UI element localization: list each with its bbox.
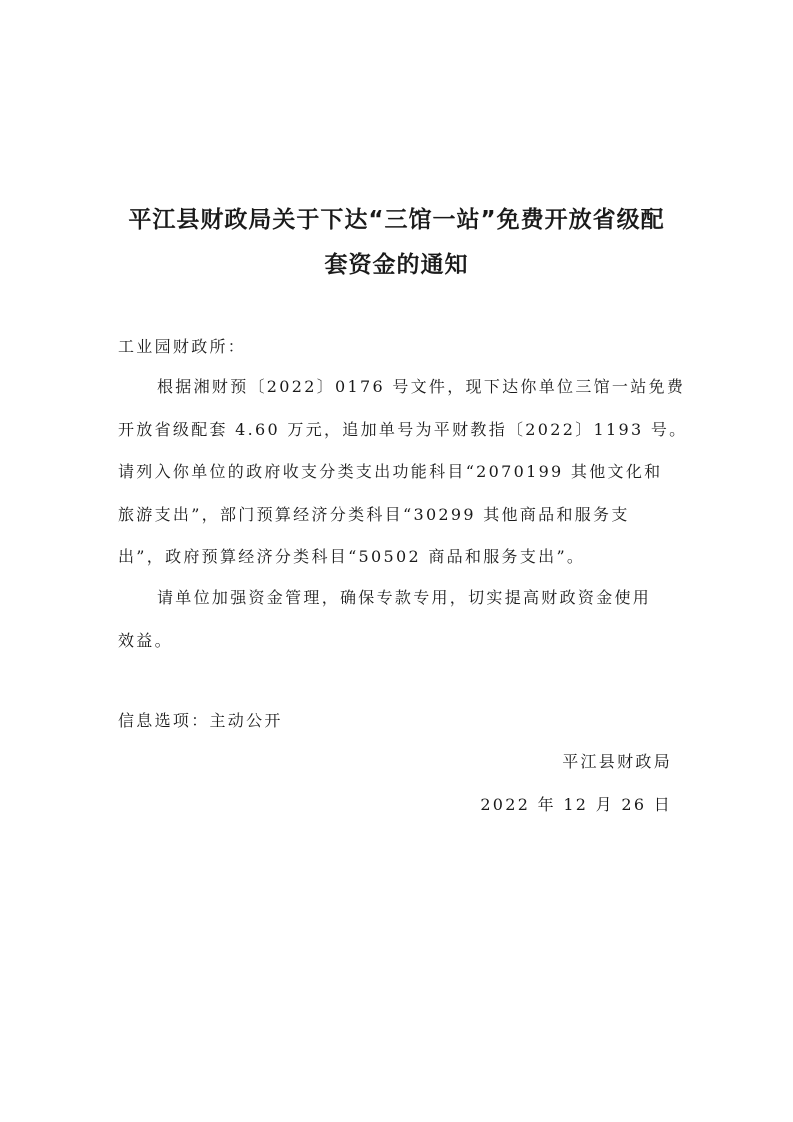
paragraph-1-line-5: 出”，政府预算经济分类科目“50502 商品和服务支出”。 — [118, 547, 586, 566]
paragraph-1-line-4: 旅游支出”，部门预算经济分类科目“30299 其他商品和服务支 — [118, 505, 630, 524]
issue-date: 2022 年 12 月 26 日 — [480, 795, 672, 814]
paragraph-2-line-2: 效益。 — [118, 631, 173, 650]
issuer-name: 平江县财政局 — [562, 752, 672, 771]
salutation: 工业园财政所： — [118, 337, 247, 356]
paragraph-1-line-2: 开放省级配套 4.60 万元，追加单号为平财教指〔2022〕1193 号。 — [118, 420, 688, 439]
document-title-line-2: 套资金的通知 — [324, 252, 469, 278]
info-option: 信息选项：主动公开 — [118, 711, 283, 730]
paragraph-1-line-1: 根据湘财预〔2022〕0176 号文件，现下达你单位三馆一站免费 — [157, 377, 686, 396]
document-title-line-1: 平江县财政局关于下达“三馆一站”免费开放省级配 — [128, 207, 665, 233]
paragraph-1-line-3: 请列入你单位的政府收支分类支出功能科目“2070199 其他文化和 — [118, 462, 663, 481]
paragraph-2-line-1: 请单位加强资金管理，确保专款专用，切实提高财政资金使用 — [157, 588, 652, 607]
